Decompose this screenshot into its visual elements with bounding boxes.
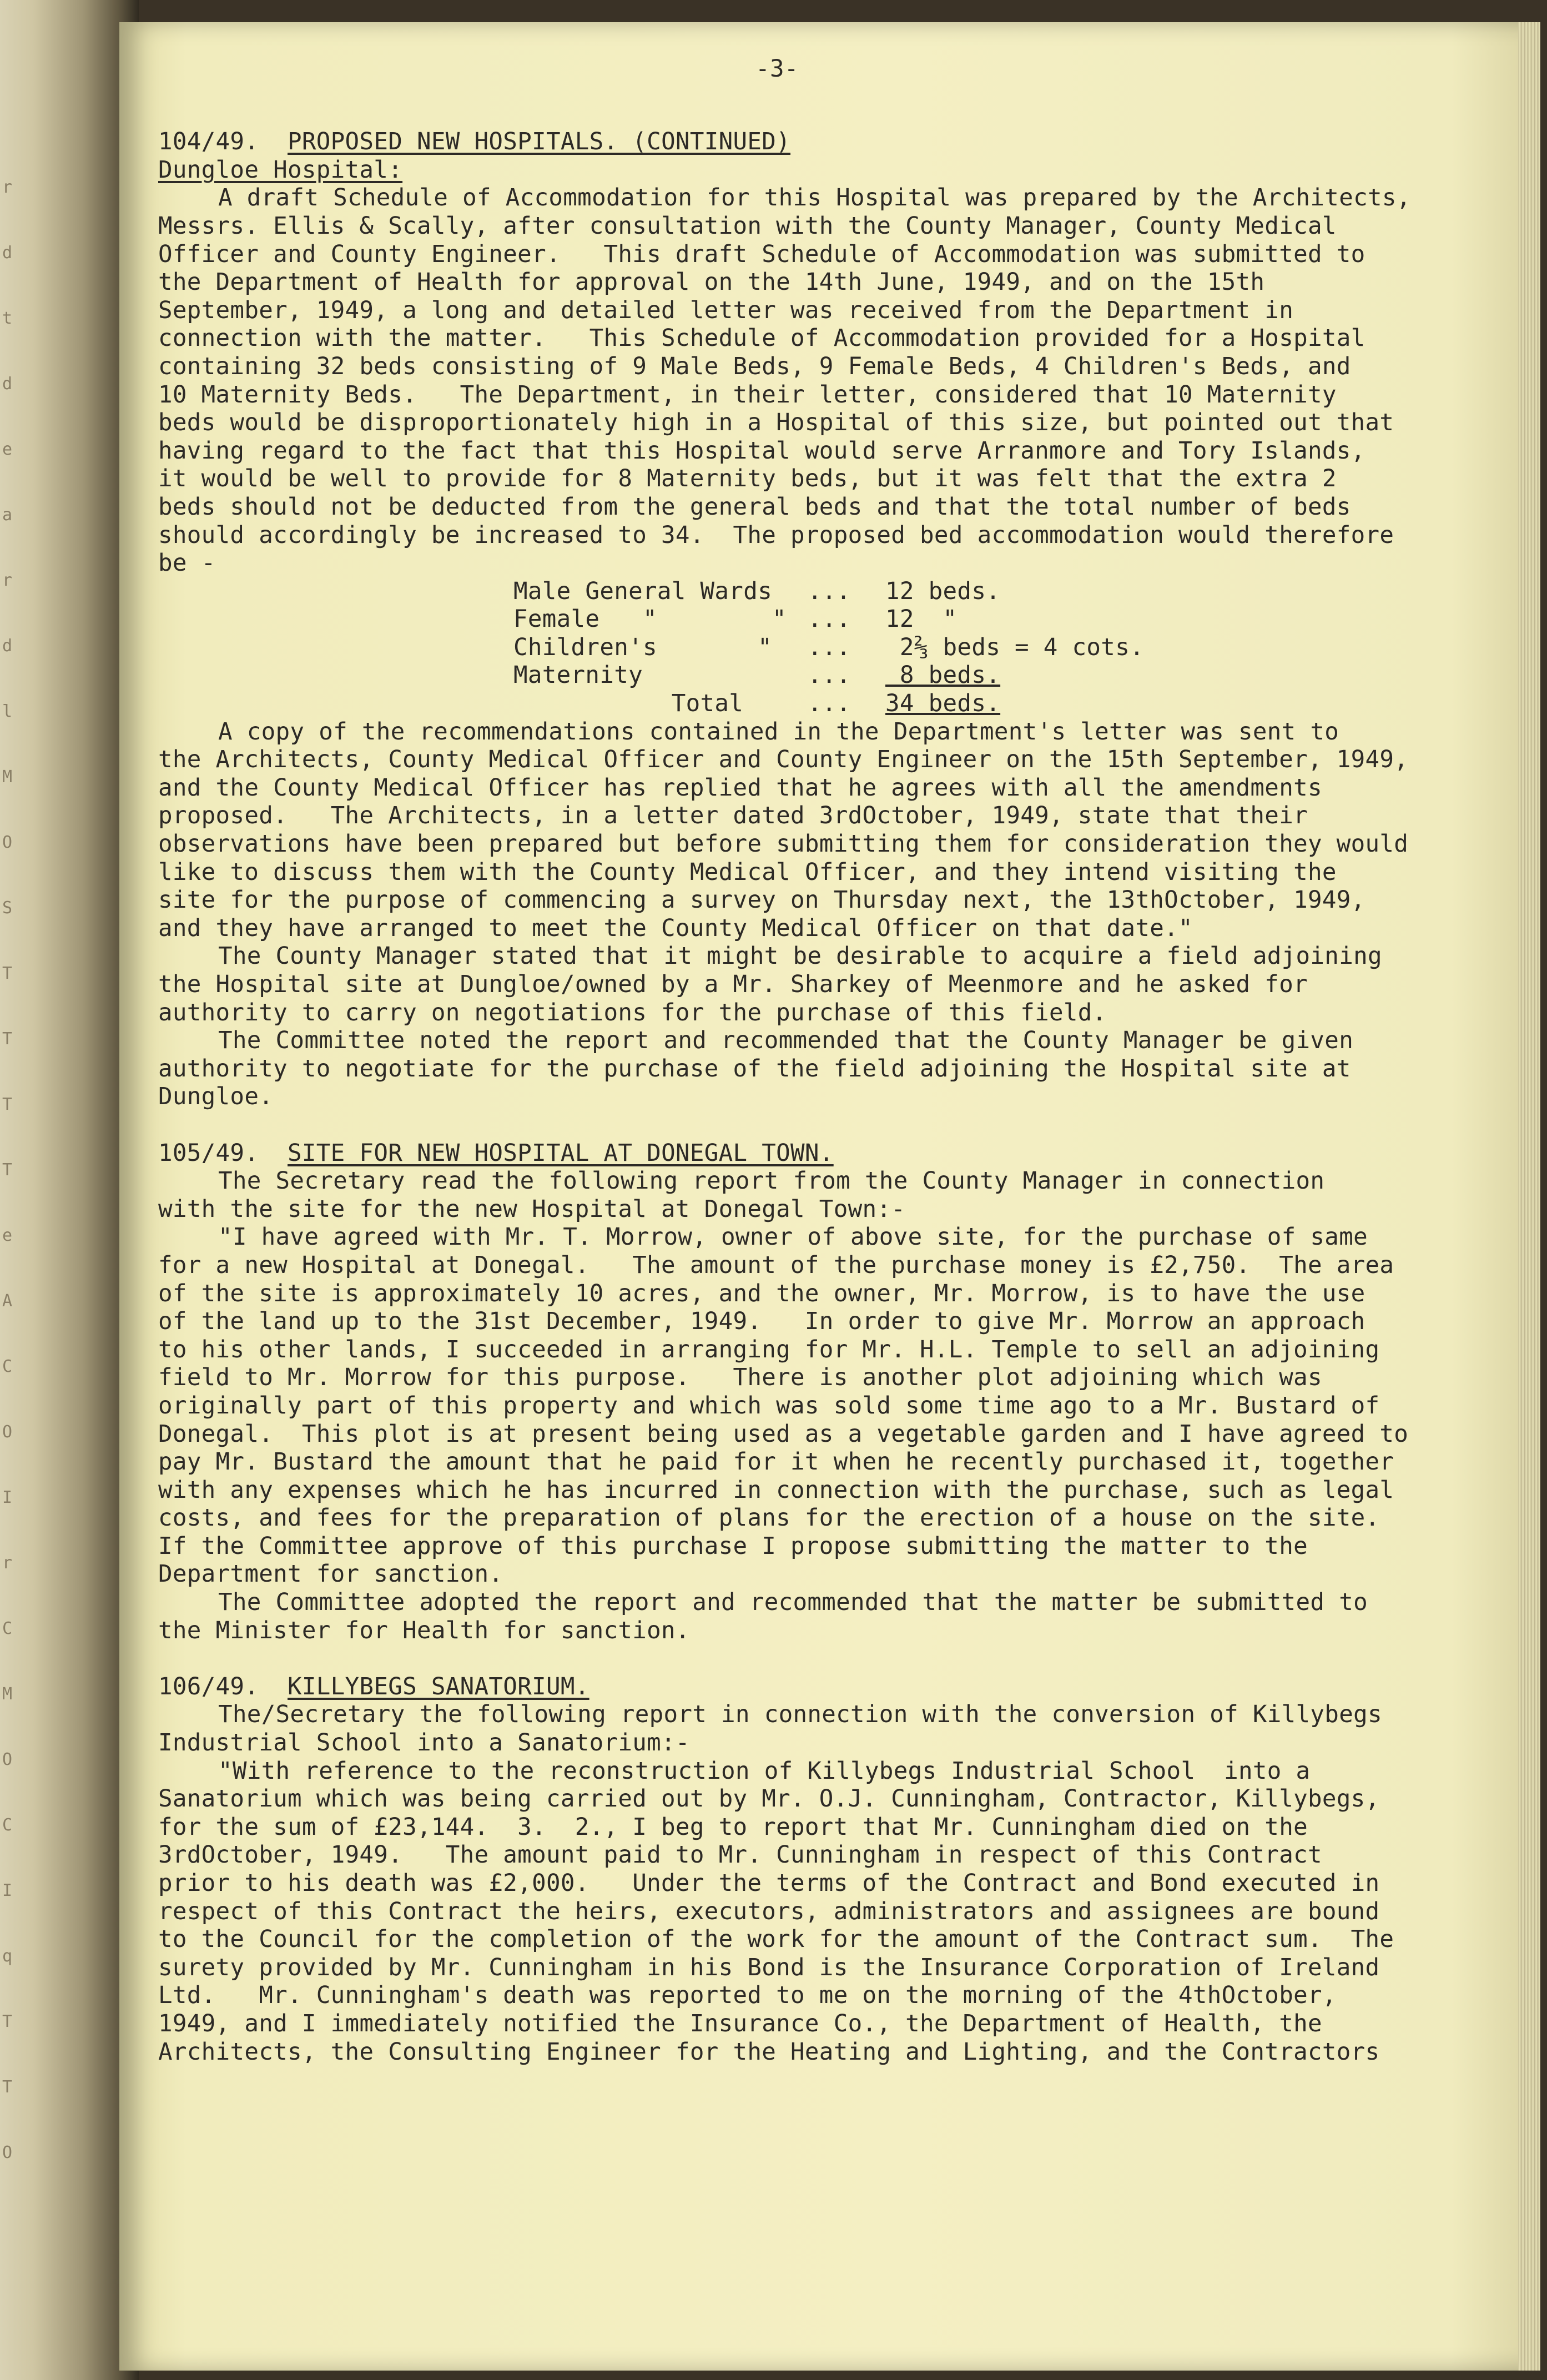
section-number: 106/49.: [158, 1673, 259, 1700]
section-104-para2: [158, 718, 1409, 943]
section-105-para1: [158, 1168, 1396, 1224]
text-line: and they have arranged to meet the County Medical Officer on that date.": [158, 914, 1193, 942]
beds-value: 8 beds.: [885, 662, 1001, 690]
margin-letter: T: [2, 2077, 13, 2097]
text-line: The Committee adopted the report and recommended that the matter be submitted to: [218, 1589, 1368, 1617]
section-number: 104/49.: [158, 128, 259, 156]
text-line: A draft Schedule of Accommodation for this Hospital was prepared by the Architects,: [218, 184, 1411, 212]
text-line: site for the purpose of commencing a survey on Thursday next, the 13thOctober, 1949,: [158, 887, 1365, 914]
beds-dots: ...: [808, 633, 851, 661]
margin-letter: d: [2, 636, 13, 656]
text-line: be -: [158, 550, 216, 577]
beds-table: [158, 578, 1396, 718]
margin-letter: T: [2, 1095, 13, 1114]
section-104-heading: [158, 128, 1396, 157]
margin-letter: e: [2, 1226, 13, 1245]
beds-row: [158, 578, 1396, 606]
section-105-para3: [158, 1589, 1396, 1645]
text-line: The Secretary read the following report from the County Manager in connection: [218, 1168, 1325, 1195]
margin-letter: l: [2, 702, 13, 721]
margin-letter: O: [2, 2143, 13, 2162]
margin-letter: r: [2, 1553, 13, 1573]
text-line: observations have been prepared but before submitting them for consideration they would: [158, 831, 1409, 858]
margin-letter: C: [2, 1815, 13, 1835]
page-edge: [1518, 22, 1540, 2371]
text-line: Architects, the Consulting Engineer for the Heating and Lighting, and the Contractors: [158, 2038, 1380, 2066]
margin-letter: I: [2, 1488, 13, 1507]
beds-row: [158, 662, 1396, 690]
section-104-para3: [158, 943, 1396, 1027]
margin-letter: T: [2, 1160, 13, 1180]
margin-letter: a: [2, 505, 13, 525]
beds-label: Total: [513, 690, 744, 718]
margin-letter: I: [2, 1881, 13, 1900]
text-line: Donegal. This plot is at present being used as a vegetable garden and I have agreed to: [158, 1420, 1409, 1448]
section-106-para2: [158, 1758, 1396, 2067]
text-line: proposed. The Architects, in a letter dated 3rdOctober, 1949, state that their: [158, 802, 1308, 830]
page-text: [158, 56, 1411, 2066]
text-line: authority to negotiate for the purchase of the field adjoining the Hospital site at: [158, 1055, 1351, 1083]
section-title: PROPOSED NEW HOSPITALS. (CONTINUED): [288, 128, 791, 156]
text-line: Department for sanction.: [158, 1561, 503, 1588]
section-106-heading: [158, 1673, 1396, 1702]
text-line: respect of this Contract the heirs, executors, administrators and assignees are bound: [158, 1898, 1380, 1925]
beds-label: Children's ": [513, 633, 772, 661]
text-line: The/Secretary the following report in connection with the conversion of Killybegs: [218, 1701, 1382, 1729]
margin-letter: A: [2, 1291, 13, 1311]
beds-dots: ...: [808, 606, 851, 633]
margin-letter: q: [2, 1946, 13, 1966]
section-title: KILLYBEGS SANATORIUM.: [288, 1673, 589, 1700]
margin-letter: T: [2, 964, 13, 983]
beds-row: [158, 690, 1396, 718]
beds-label: Maternity: [513, 662, 643, 690]
margin-letter: d: [2, 374, 13, 394]
text-line: originally part of this property and which was sold some time ago to a Mr. Bustard of: [158, 1392, 1380, 1420]
page-number: -3-: [755, 56, 799, 83]
text-line: Officer and County Engineer. This draft Schedule of Accommodation was submitted to: [158, 240, 1365, 268]
beds-value: 12 beds.: [885, 577, 1001, 605]
margin-letter: C: [2, 1357, 13, 1376]
text-line: Messrs. Ellis & Scally, after consultation with the County Manager, County Medical: [158, 212, 1337, 240]
text-line: beds would be disproportionately high in a Hospital of this size, but pointed out that: [158, 409, 1394, 437]
document-page: [119, 22, 1540, 2371]
margin-letter: O: [2, 1422, 13, 1442]
text-line: The Committee noted the report and recommended that the County Manager be given: [218, 1027, 1354, 1055]
text-line: field to Mr. Morrow for this purpose. There is another plot adjoining which was: [158, 1364, 1322, 1392]
beds-value: 2⅔ beds = 4 cots.: [885, 633, 1144, 661]
margin-letter: S: [2, 898, 13, 918]
subheading-dungloe: Dungloe Hospital:: [158, 156, 403, 184]
text-line: 1949, and I immediately notified the Insurance Co., the Department of Health, the: [158, 2010, 1322, 2037]
section-number: 105/49.: [158, 1139, 259, 1167]
text-line: "With reference to the reconstruction of Killybegs Industrial School into a: [218, 1757, 1311, 1785]
text-line: having regard to the fact that this Hospital would serve Arranmore and Tory Islands,: [158, 437, 1365, 465]
text-line: A copy of the recommendations contained in the Department's letter was sent to: [218, 718, 1339, 746]
text-line: to his other lands, I succeeded in arranging for Mr. H.L. Temple to sell an adjoining: [158, 1336, 1380, 1363]
text-line: to the Council for the completion of the work for the amount of the Contract sum. The: [158, 1926, 1394, 1954]
margin-letter: M: [2, 1684, 13, 1704]
text-line: surety provided by Mr. Cunningham in his Bond is the Insurance Corporation of Ireland: [158, 1954, 1380, 1981]
text-line: containing 32 beds consisting of 9 Male Beds, 9 Female Beds, 4 Children's Beds, and: [158, 353, 1351, 380]
section-104-para4: [158, 1027, 1396, 1111]
text-line: The County Manager stated that it might be desirable to acquire a field adjoining: [218, 943, 1382, 970]
margin-letter: e: [2, 440, 13, 459]
beds-dots: ...: [808, 690, 851, 718]
margin-letter: r: [2, 178, 13, 197]
margin-letter: d: [2, 243, 13, 263]
text-line: connection with the matter. This Schedule of Accommodation provided for a Hospital: [158, 325, 1365, 353]
facing-page-margin: [0, 0, 22, 2380]
margin-letter: T: [2, 2012, 13, 2031]
text-line: it would be well to provide for 8 Maternity beds, but it was felt that the extra 2: [158, 465, 1337, 493]
beds-row: [158, 606, 1396, 634]
beds-label: Female " ": [513, 606, 787, 633]
text-line: 10 Maternity Beds. The Department, in their letter, considered that 10 Maternity: [158, 381, 1337, 409]
text-line: should accordingly be increased to 34. The proposed bed accommodation would therefore: [158, 521, 1394, 549]
text-line: for the sum of £23,144. 3. 2., I beg to report that Mr. Cunningham died on the: [158, 1813, 1308, 1841]
text-line: Sanatorium which was being carried out by Mr. O.J. Cunningham, Contractor, Killybegs,: [158, 1785, 1380, 1813]
text-line: the Hospital site at Dungloe/owned by a Mr. Sharkey of Meenmore and he asked for: [158, 971, 1308, 998]
beds-value: 34 beds.: [885, 690, 1001, 718]
beds-row: [158, 634, 1396, 662]
text-line: with any expenses which he has incurred in connection with the purchase, such as legal: [158, 1476, 1394, 1504]
text-line: Industrial School into a Sanatorium:-: [158, 1729, 690, 1757]
text-line: like to discuss them with the County Medical Officer, and they intend visiting the: [158, 858, 1337, 886]
section-105-heading: [158, 1140, 1396, 1168]
text-line: Dungloe.: [158, 1083, 274, 1111]
text-line: the Architects, County Medical Officer and County Engineer on the 15th September, 1949,: [158, 746, 1409, 774]
text-line: of the site is approximately 10 acres, and the owner, Mr. Morrow, is to have the use: [158, 1280, 1365, 1307]
section-title: SITE FOR NEW HOSPITAL AT DONEGAL TOWN.: [288, 1139, 834, 1167]
text-line: for a new Hospital at Donegal. The amount of the purchase money is £2,750. The area: [158, 1251, 1394, 1279]
beds-label: Male General Wards: [513, 577, 772, 605]
text-line: the Department of Health for approval on the 14th June, 1949, and on the 15th: [158, 269, 1265, 296]
margin-letter: t: [2, 309, 13, 328]
margin-letter: O: [2, 1750, 13, 1769]
text-line: authority to carry on negotiations for the purchase of this field.: [158, 999, 1107, 1027]
text-line: with the site for the new Hospital at Donegal Town:-: [158, 1195, 906, 1223]
section-104-para1: [158, 184, 1411, 577]
margin-letter: r: [2, 571, 13, 590]
text-line: September, 1949, a long and detailed letter was received from the Department in: [158, 296, 1294, 324]
section-105-para2: [158, 1224, 1409, 1589]
text-line: costs, and fees for the preparation of plans for the erection of a house on the site.: [158, 1505, 1380, 1532]
beds-value: 12 ": [885, 606, 958, 633]
beds-dots: ...: [808, 577, 851, 605]
text-line: and the County Medical Officer has replied that he agrees with all the amendments: [158, 774, 1322, 802]
text-line: of the land up to the 31st December, 1949. In order to give Mr. Morrow an approach: [158, 1308, 1365, 1336]
margin-letter: M: [2, 767, 13, 787]
margin-letter: C: [2, 1619, 13, 1638]
section-106-para1: [158, 1701, 1396, 1757]
text-line: pay Mr. Bustard the amount that he paid for it when he recently purchased it, together: [158, 1448, 1394, 1476]
book-spine: [0, 0, 139, 2380]
margin-letter: O: [2, 833, 13, 852]
text-line: "I have agreed with Mr. T. Morrow, owner of above site, for the purchase of same: [218, 1224, 1368, 1251]
beds-dots: ...: [808, 662, 851, 690]
margin-letter: T: [2, 1029, 13, 1049]
text-line: the Minister for Health for sanction.: [158, 1617, 690, 1644]
text-line: Ltd. Mr. Cunningham's death was reported to me on the morning of the 4thOctober,: [158, 1982, 1337, 2010]
text-line: prior to his death was £2,000. Under the terms of the Contract and Bond executed in: [158, 1870, 1380, 1897]
text-line: 3rdOctober, 1949. The amount paid to Mr. Cunningham in respect of this Contract: [158, 1841, 1322, 1869]
text-line: If the Committee approve of this purchase I propose submitting the matter to the: [158, 1532, 1308, 1560]
text-line: beds should not be deducted from the general beds and that the total number of beds: [158, 493, 1351, 521]
